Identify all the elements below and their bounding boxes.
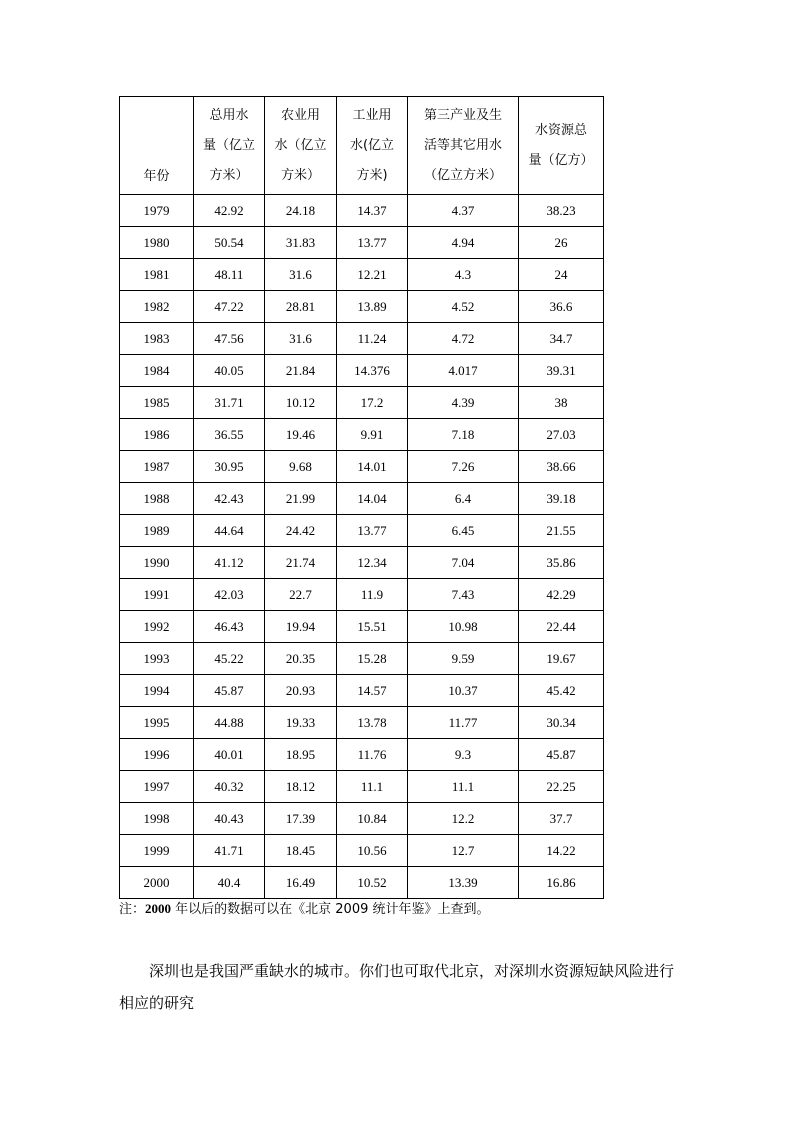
note-year: 2000	[145, 901, 172, 916]
header-water-resources-total: 水资源总 量（亿方）	[519, 97, 604, 195]
cell-total-water: 31.71	[194, 387, 265, 419]
cell-year: 1994	[120, 675, 194, 707]
cell-other-water: 4.52	[408, 291, 519, 323]
cell-other-water: 12.2	[408, 803, 519, 835]
cell-other-water: 4.72	[408, 323, 519, 355]
cell-agricultural-water: 20.93	[265, 675, 337, 707]
cell-year: 1982	[120, 291, 194, 323]
cell-other-water: 7.04	[408, 547, 519, 579]
cell-year: 1996	[120, 739, 194, 771]
cell-agricultural-water: 19.46	[265, 419, 337, 451]
header-agricultural-water: 农业用 水（亿立 方米）	[265, 97, 337, 195]
table-row	[120, 227, 604, 259]
cell-water-resources-total: 35.86	[519, 547, 604, 579]
cell-industrial-water: 13.77	[337, 227, 408, 259]
cell-year: 1993	[120, 643, 194, 675]
cell-total-water: 42.03	[194, 579, 265, 611]
cell-agricultural-water: 17.39	[265, 803, 337, 835]
cell-other-water: 7.43	[408, 579, 519, 611]
cell-year: 1999	[120, 835, 194, 867]
cell-industrial-water: 14.376	[337, 355, 408, 387]
table-row	[120, 739, 604, 771]
cell-other-water: 12.7	[408, 835, 519, 867]
table-row	[120, 323, 604, 355]
cell-industrial-water: 12.34	[337, 547, 408, 579]
cell-other-water: 4.39	[408, 387, 519, 419]
table-row	[120, 707, 604, 739]
cell-water-resources-total: 45.87	[519, 739, 604, 771]
cell-industrial-water: 10.84	[337, 803, 408, 835]
cell-agricultural-water: 18.45	[265, 835, 337, 867]
cell-water-resources-total: 24	[519, 259, 604, 291]
cell-year: 1992	[120, 611, 194, 643]
cell-total-water: 41.12	[194, 547, 265, 579]
cell-water-resources-total: 38.66	[519, 451, 604, 483]
table-row	[120, 611, 604, 643]
cell-water-resources-total: 38	[519, 387, 604, 419]
table-row	[120, 483, 604, 515]
cell-total-water: 42.92	[194, 195, 265, 227]
cell-industrial-water: 13.77	[337, 515, 408, 547]
cell-agricultural-water: 9.68	[265, 451, 337, 483]
cell-agricultural-water: 24.18	[265, 195, 337, 227]
cell-water-resources-total: 45.42	[519, 675, 604, 707]
table-row	[120, 387, 604, 419]
cell-total-water: 42.43	[194, 483, 265, 515]
table-row	[120, 835, 604, 867]
cell-water-resources-total: 21.55	[519, 515, 604, 547]
cell-total-water: 30.95	[194, 451, 265, 483]
table-header-row	[120, 97, 604, 195]
cell-water-resources-total: 34.7	[519, 323, 604, 355]
cell-year: 1989	[120, 515, 194, 547]
cell-other-water: 4.3	[408, 259, 519, 291]
table-row	[120, 195, 604, 227]
cell-other-water: 10.37	[408, 675, 519, 707]
cell-industrial-water: 10.56	[337, 835, 408, 867]
cell-industrial-water: 11.76	[337, 739, 408, 771]
cell-agricultural-water: 21.84	[265, 355, 337, 387]
header-total-water: 总用水 量（亿立 方米）	[194, 97, 265, 195]
water-usage-table	[119, 96, 604, 899]
cell-other-water: 6.45	[408, 515, 519, 547]
cell-total-water: 45.87	[194, 675, 265, 707]
table-note	[119, 898, 490, 921]
cell-industrial-water: 13.78	[337, 707, 408, 739]
cell-other-water: 11.1	[408, 771, 519, 803]
cell-other-water: 7.18	[408, 419, 519, 451]
cell-industrial-water: 14.01	[337, 451, 408, 483]
cell-other-water: 13.39	[408, 867, 519, 899]
cell-agricultural-water: 19.33	[265, 707, 337, 739]
cell-year: 1986	[120, 419, 194, 451]
cell-industrial-water: 11.1	[337, 771, 408, 803]
body-paragraph: 深圳也是我国严重缺水的城市。你们也可取代北京，对深圳水资源短缺风险进行相应的研究	[119, 962, 675, 1012]
cell-total-water: 44.88	[194, 707, 265, 739]
cell-year: 1998	[120, 803, 194, 835]
note-prefix: 注：	[119, 902, 146, 917]
cell-total-water: 41.71	[194, 835, 265, 867]
cell-agricultural-water: 21.99	[265, 483, 337, 515]
table-row	[120, 291, 604, 323]
cell-agricultural-water: 16.49	[265, 867, 337, 899]
cell-year: 1981	[120, 259, 194, 291]
cell-water-resources-total: 30.34	[519, 707, 604, 739]
cell-water-resources-total: 39.31	[519, 355, 604, 387]
table-row	[120, 867, 604, 899]
cell-industrial-water: 11.9	[337, 579, 408, 611]
cell-agricultural-water: 31.6	[265, 259, 337, 291]
cell-other-water: 11.77	[408, 707, 519, 739]
cell-total-water: 50.54	[194, 227, 265, 259]
cell-agricultural-water: 10.12	[265, 387, 337, 419]
cell-total-water: 40.43	[194, 803, 265, 835]
cell-water-resources-total: 14.22	[519, 835, 604, 867]
cell-other-water: 10.98	[408, 611, 519, 643]
cell-industrial-water: 14.57	[337, 675, 408, 707]
cell-other-water: 9.59	[408, 643, 519, 675]
cell-agricultural-water: 19.94	[265, 611, 337, 643]
cell-year: 1991	[120, 579, 194, 611]
cell-water-resources-total: 38.23	[519, 195, 604, 227]
table-row	[120, 771, 604, 803]
cell-industrial-water: 15.51	[337, 611, 408, 643]
header-industrial-water: 工业用 水(亿立 方米)	[337, 97, 408, 195]
table-row	[120, 803, 604, 835]
cell-year: 1984	[120, 355, 194, 387]
cell-other-water: 4.94	[408, 227, 519, 259]
cell-agricultural-water: 24.42	[265, 515, 337, 547]
cell-industrial-water: 13.89	[337, 291, 408, 323]
cell-agricultural-water: 21.74	[265, 547, 337, 579]
cell-water-resources-total: 19.67	[519, 643, 604, 675]
cell-year: 1979	[120, 195, 194, 227]
cell-agricultural-water: 28.81	[265, 291, 337, 323]
note-text: 年以后的数据可以在《北京 2009 统计年鉴》上查到。	[171, 902, 490, 917]
cell-agricultural-water: 18.12	[265, 771, 337, 803]
cell-agricultural-water: 22.7	[265, 579, 337, 611]
header-other-water: 第三产业及生 活等其它用水 （亿立方米）	[408, 97, 519, 195]
cell-total-water: 36.55	[194, 419, 265, 451]
cell-total-water: 47.22	[194, 291, 265, 323]
cell-water-resources-total: 37.7	[519, 803, 604, 835]
cell-total-water: 48.11	[194, 259, 265, 291]
cell-total-water: 40.4	[194, 867, 265, 899]
cell-industrial-water: 15.28	[337, 643, 408, 675]
table-row	[120, 515, 604, 547]
cell-water-resources-total: 22.44	[519, 611, 604, 643]
cell-other-water: 4.017	[408, 355, 519, 387]
cell-water-resources-total: 42.29	[519, 579, 604, 611]
cell-year: 1995	[120, 707, 194, 739]
cell-other-water: 6.4	[408, 483, 519, 515]
cell-year: 1997	[120, 771, 194, 803]
cell-year: 1988	[120, 483, 194, 515]
cell-total-water: 46.43	[194, 611, 265, 643]
cell-water-resources-total: 27.03	[519, 419, 604, 451]
table-row	[120, 355, 604, 387]
cell-other-water: 4.37	[408, 195, 519, 227]
table-row	[120, 419, 604, 451]
cell-other-water: 9.3	[408, 739, 519, 771]
cell-industrial-water: 12.21	[337, 259, 408, 291]
cell-total-water: 44.64	[194, 515, 265, 547]
cell-other-water: 7.26	[408, 451, 519, 483]
table-row	[120, 451, 604, 483]
cell-water-resources-total: 26	[519, 227, 604, 259]
cell-industrial-water: 9.91	[337, 419, 408, 451]
table-row	[120, 643, 604, 675]
table-row	[120, 675, 604, 707]
header-year: 年份	[120, 97, 194, 195]
cell-total-water: 40.32	[194, 771, 265, 803]
cell-year: 1983	[120, 323, 194, 355]
table-row	[120, 579, 604, 611]
cell-year: 2000	[120, 867, 194, 899]
table-row	[120, 259, 604, 291]
cell-water-resources-total: 16.86	[519, 867, 604, 899]
cell-industrial-water: 11.24	[337, 323, 408, 355]
cell-industrial-water: 14.37	[337, 195, 408, 227]
table-body	[120, 195, 604, 899]
cell-year: 1980	[120, 227, 194, 259]
table-row	[120, 547, 604, 579]
cell-agricultural-water: 31.83	[265, 227, 337, 259]
cell-water-resources-total: 39.18	[519, 483, 604, 515]
cell-total-water: 47.56	[194, 323, 265, 355]
cell-year: 1985	[120, 387, 194, 419]
cell-agricultural-water: 18.95	[265, 739, 337, 771]
cell-industrial-water: 14.04	[337, 483, 408, 515]
cell-year: 1987	[120, 451, 194, 483]
cell-agricultural-water: 31.6	[265, 323, 337, 355]
cell-water-resources-total: 22.25	[519, 771, 604, 803]
cell-total-water: 40.01	[194, 739, 265, 771]
cell-agricultural-water: 20.35	[265, 643, 337, 675]
cell-industrial-water: 10.52	[337, 867, 408, 899]
cell-total-water: 45.22	[194, 643, 265, 675]
cell-total-water: 40.05	[194, 355, 265, 387]
cell-industrial-water: 17.2	[337, 387, 408, 419]
cell-year: 1990	[120, 547, 194, 579]
cell-water-resources-total: 36.6	[519, 291, 604, 323]
